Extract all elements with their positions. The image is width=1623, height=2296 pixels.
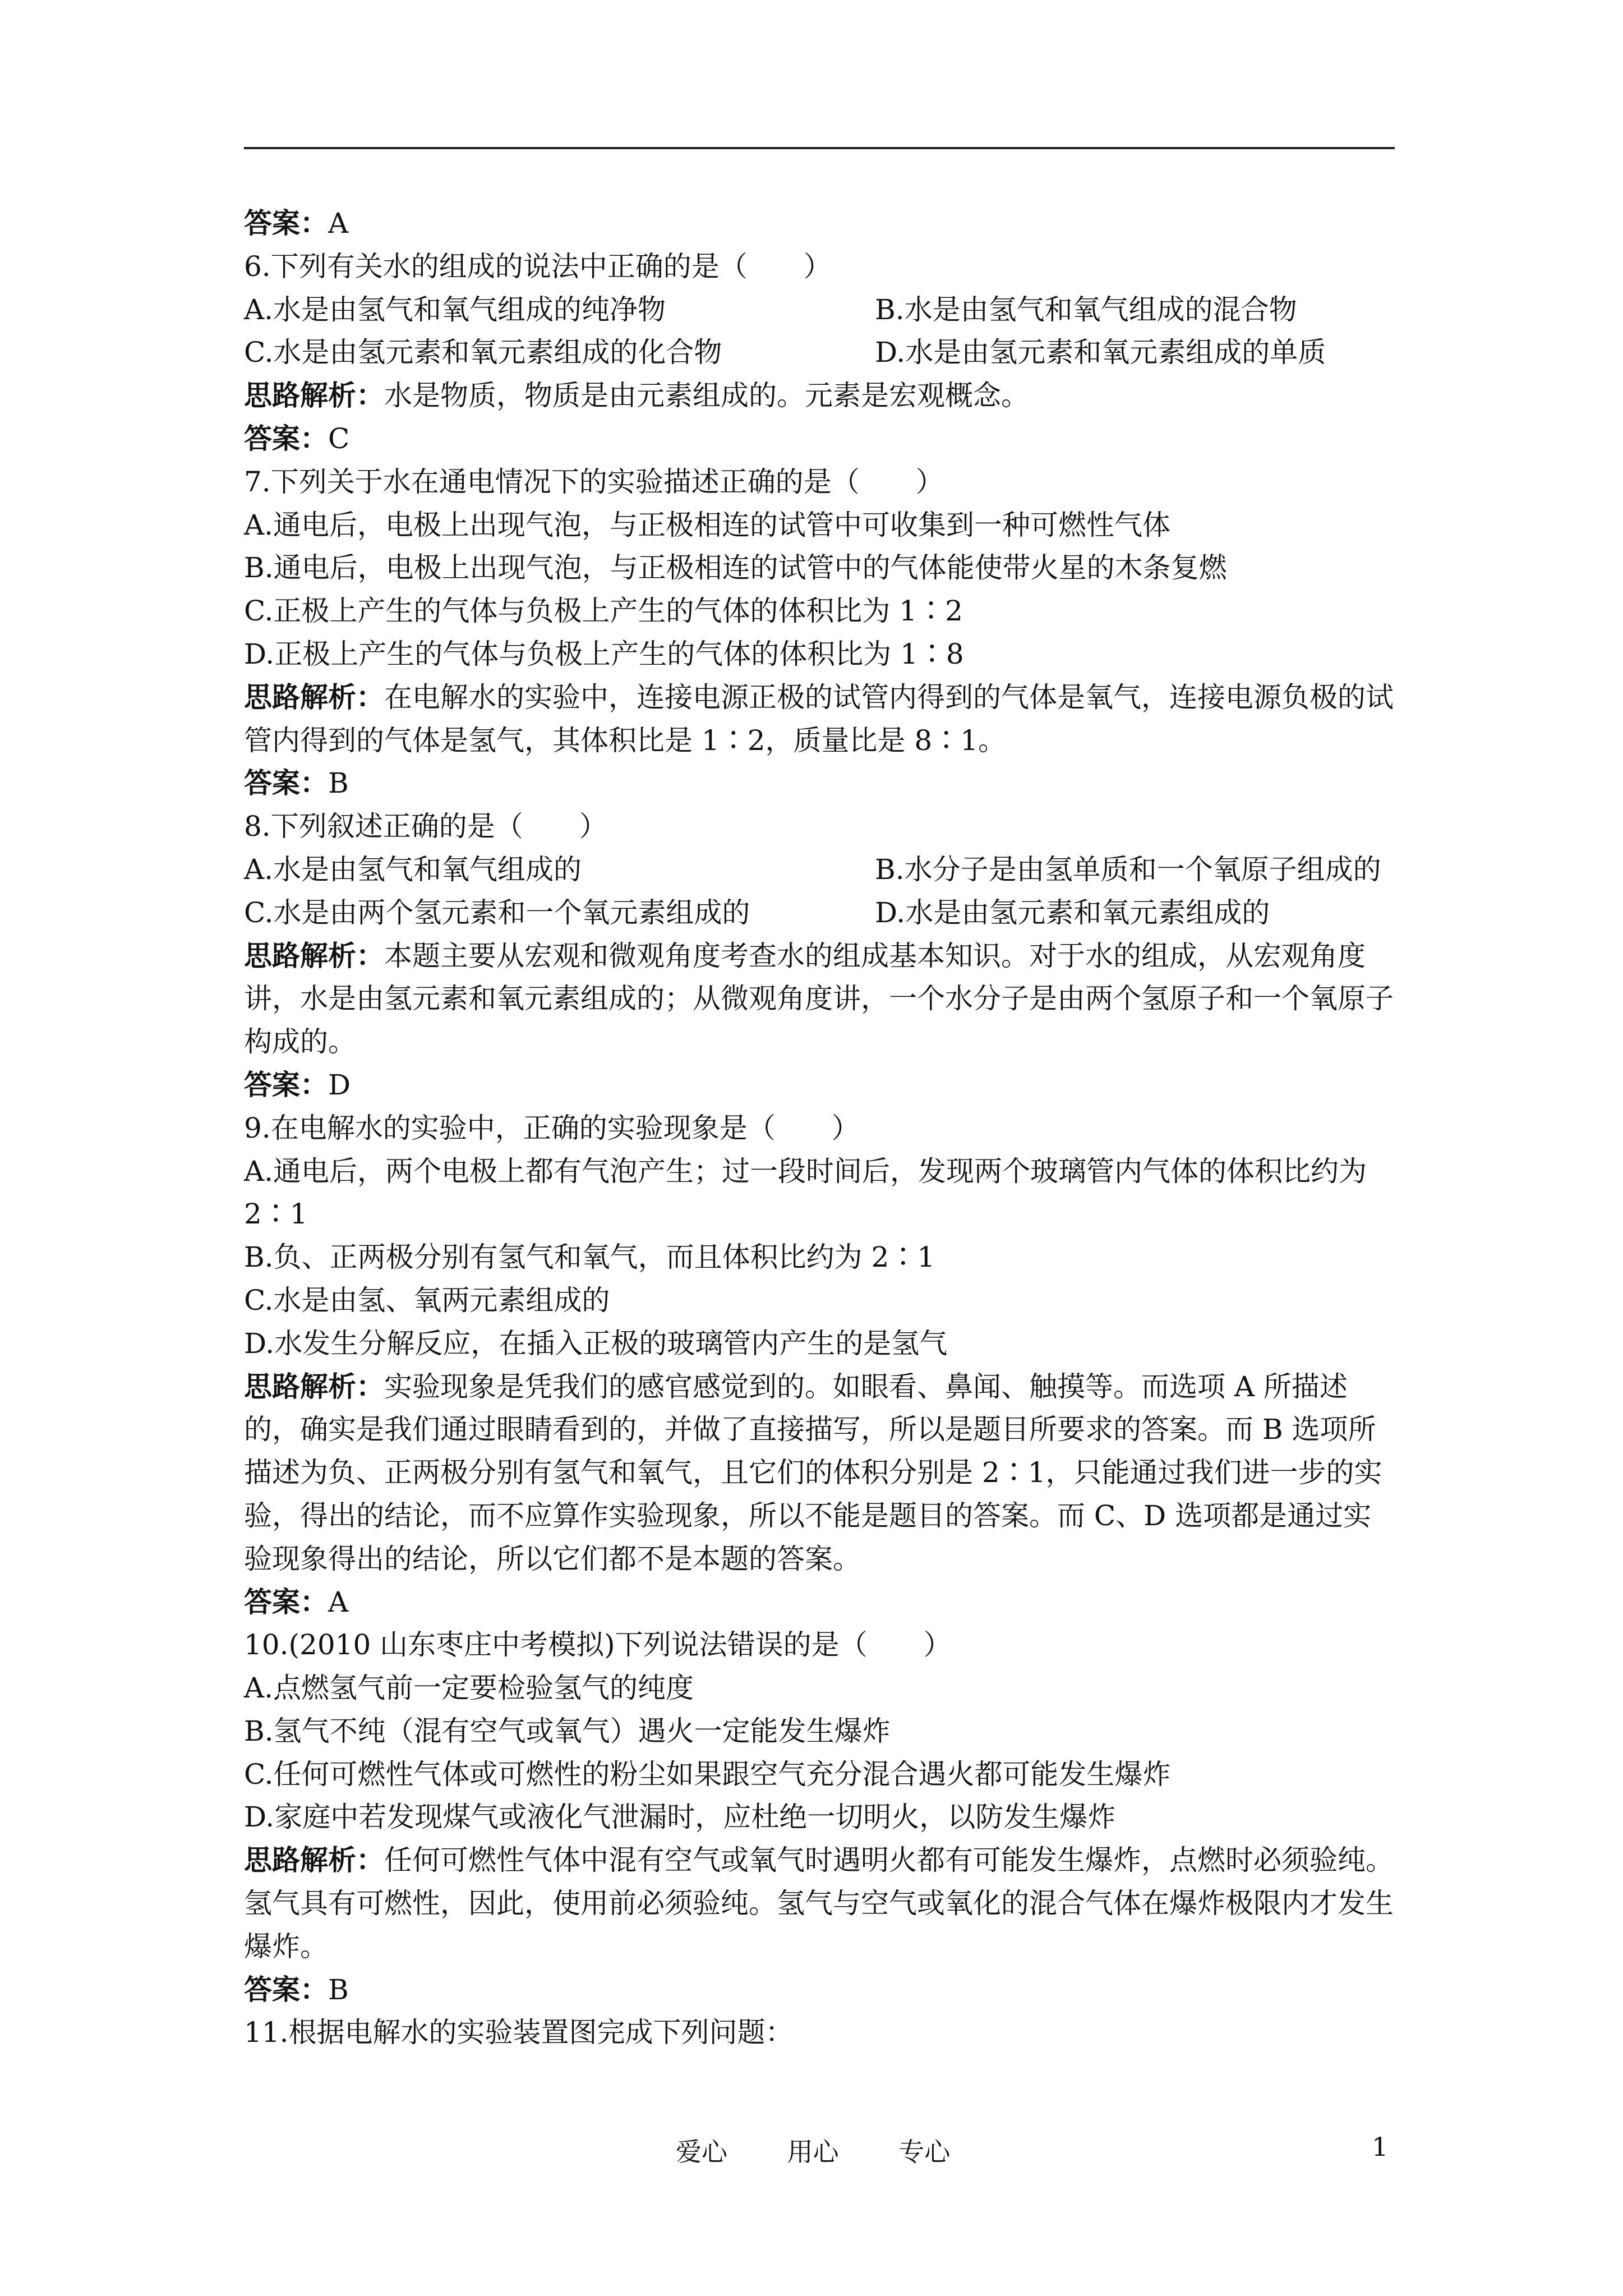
- option-right: B.水是由氢气和氧气组成的混合物: [875, 293, 1297, 326]
- question-line: [244, 504, 1395, 547]
- question-text: B.氢气不纯（混有空气或氧气）遇火一定能发生爆炸: [244, 1714, 891, 1747]
- answer-value: D: [328, 1068, 351, 1101]
- answer-line: [244, 1581, 1395, 1624]
- page-number: 1: [1372, 2132, 1389, 2162]
- analysis-paragraph: [244, 1839, 1395, 1968]
- question-text: A.通电后，电极上出现气泡，与正极相连的试管中可收集到一种可燃性气体: [244, 508, 1171, 541]
- question-text: 9.在电解水的实验中，正确的实验现象是（ ）: [244, 1111, 860, 1144]
- analysis-paragraph: [244, 676, 1395, 762]
- question-line: [244, 1236, 1395, 1279]
- question-line: [244, 1796, 1395, 1839]
- analysis-text: 水是物质，物质是由元素组成的。元素是宏观概念。: [384, 379, 1029, 412]
- option-left: C.水是由氢元素和氧元素组成的化合物: [244, 336, 722, 369]
- option-right: D.水是由氢元素和氧元素组成的: [875, 896, 1270, 929]
- answer-line: [244, 1064, 1395, 1107]
- analysis-text: 任何可燃性气体中混有空气或氧气时遇明火都有可能发生爆炸，点燃时必须验纯。氢气具有可燃性，因此，使用前必须验纯。氢气与空气或氧化的混合气体在爆炸极限内才发生爆炸。: [244, 1844, 1394, 1963]
- analysis-label: 思路解析：: [244, 1843, 384, 1877]
- question-line: [244, 1107, 1395, 1150]
- option-left: A.水是由氢气和氧气组成的: [244, 853, 582, 886]
- answer-line: [244, 202, 1395, 245]
- question-text: D.水发生分解反应，在插入正极的玻璃管内产生的是氢气: [244, 1327, 948, 1360]
- answer-line: [244, 1968, 1395, 2012]
- question-text: C.正极上产生的气体与负极上产生的气体的体积比为 1∶2: [244, 595, 963, 628]
- answer-line: [244, 417, 1395, 461]
- analysis-paragraph: [244, 1365, 1395, 1581]
- question-line: [244, 590, 1395, 633]
- footer-motto-1: 爱心: [676, 2137, 727, 2167]
- analysis-label: 思路解析：: [244, 379, 384, 412]
- question-text: 11.根据电解水的实验装置图完成下列问题：: [244, 2016, 794, 2049]
- answer-value: A: [328, 1585, 349, 1618]
- answer-label: 答案：: [244, 421, 328, 455]
- analysis-label: 思路解析：: [244, 1369, 384, 1403]
- answer-line: [244, 762, 1395, 805]
- question-line: [244, 805, 1395, 848]
- analysis-text: 本题主要从宏观和微观角度考查水的组成基本知识。对于水的组成，从宏观角度讲，水是由氢元素和氧元素组成的；从微观角度讲，一个水分子是由两个氢原子和一个氧原子构成的。: [244, 939, 1394, 1059]
- question-line: [244, 1623, 1395, 1667]
- answer-value: A: [328, 207, 349, 240]
- question-line: [244, 1279, 1395, 1322]
- question-line: [244, 1150, 1395, 1236]
- analysis-paragraph: [244, 374, 1395, 417]
- document-body: [244, 202, 1395, 2054]
- question-text: 10.(2010 山东枣庄中考模拟)下列说法错误的是（ ）: [244, 1628, 952, 1662]
- question-line: [244, 633, 1395, 676]
- question-line: [244, 1322, 1395, 1365]
- question-text: A.点燃氢气前一定要检验氢气的纯度: [244, 1672, 694, 1705]
- answer-label: 答案：: [244, 766, 328, 800]
- footer-motto-2: 用心: [787, 2137, 839, 2167]
- option-row: [244, 288, 1395, 332]
- answer-label: 答案：: [244, 1585, 328, 1618]
- answer-value: B: [328, 1973, 349, 2006]
- option-row: [244, 331, 1395, 374]
- analysis-label: 思路解析：: [244, 680, 384, 714]
- question-text: A.通电后，两个电极上都有气泡产生；过一段时间后，发现两个玻璃管内气体的体积比约为 2∶1: [244, 1154, 1367, 1231]
- answer-label: 答案：: [244, 206, 328, 240]
- answer-value: C: [328, 422, 350, 455]
- question-text: B.通电后，电极上出现气泡，与正极相连的试管中的气体能使带火星的木条复燃: [244, 551, 1227, 585]
- question-text: C.任何可燃性气体或可燃性的粉尘如果跟空气充分混合遇火都可能发生爆炸: [244, 1757, 1171, 1791]
- header-rule: [244, 147, 1395, 149]
- analysis-text: 在电解水的实验中，连接电源正极的试管内得到的气体是氧气，连接电源负极的试管内得到的气体是氢气，其体积比是 1∶2，质量比是 8∶1。: [244, 680, 1394, 757]
- option-left: C.水是由两个氢元素和一个氧元素组成的: [244, 896, 750, 929]
- footer-motto-3: 专心: [898, 2137, 951, 2167]
- question-line: [244, 546, 1395, 590]
- footer-motto: [676, 2132, 1002, 2169]
- question-text: 7.下列关于水在通电情况下的实验描述正确的是（ ）: [244, 465, 944, 498]
- question-text: 8.下列叙述正确的是（ ）: [244, 810, 607, 843]
- option-right: B.水分子是由氢单质和一个氧原子组成的: [875, 853, 1381, 886]
- question-text: 6.下列有关水的组成的说法中正确的是（ ）: [244, 250, 832, 283]
- option-left: A.水是由氢气和氧气组成的纯净物: [244, 293, 666, 326]
- option-right: D.水是由氢元素和氧元素组成的单质: [875, 336, 1326, 369]
- option-row: [244, 891, 1395, 935]
- option-row: [244, 848, 1395, 891]
- question-text: C.水是由氢、氧两元素组成的: [244, 1283, 610, 1317]
- question-line: [244, 461, 1395, 504]
- analysis-paragraph: [244, 935, 1395, 1064]
- question-text: B.负、正两极分别有氢气和氧气，而且体积比约为 2∶1: [244, 1241, 935, 1274]
- question-line: [244, 2011, 1395, 2054]
- question-line: [244, 1710, 1395, 1753]
- analysis-text: 实验现象是凭我们的感官感觉到的。如眼看、鼻闻、触摸等。而选项 A 所描述的，确实是我们通过眼睛看到的，并做了直接描写，所以是题目所要求的答案。而 B 选项所描述为负、正两极分别有氢气和氧气，且它们的体积分别是 2∶1，只能通过我们进一步的实验，得出的结论，而不应算作实验现象，所以不能是题目的答案。而 C、D 选项都是通过实验现象得出的结论，所以它们都不是本题的答案。: [244, 1370, 1382, 1575]
- question-line: [244, 1753, 1395, 1796]
- answer-value: B: [328, 767, 349, 800]
- question-text: D.正极上产生的气体与负极上产生的气体的体积比为 1∶8: [244, 637, 964, 670]
- question-text: D.家庭中若发现煤气或液化气泄漏时，应杜绝一切明火，以防发生爆炸: [244, 1801, 1116, 1834]
- answer-label: 答案：: [244, 1068, 328, 1101]
- question-line: [244, 245, 1395, 288]
- analysis-label: 思路解析：: [244, 938, 384, 972]
- question-line: [244, 1667, 1395, 1710]
- answer-label: 答案：: [244, 1972, 328, 2006]
